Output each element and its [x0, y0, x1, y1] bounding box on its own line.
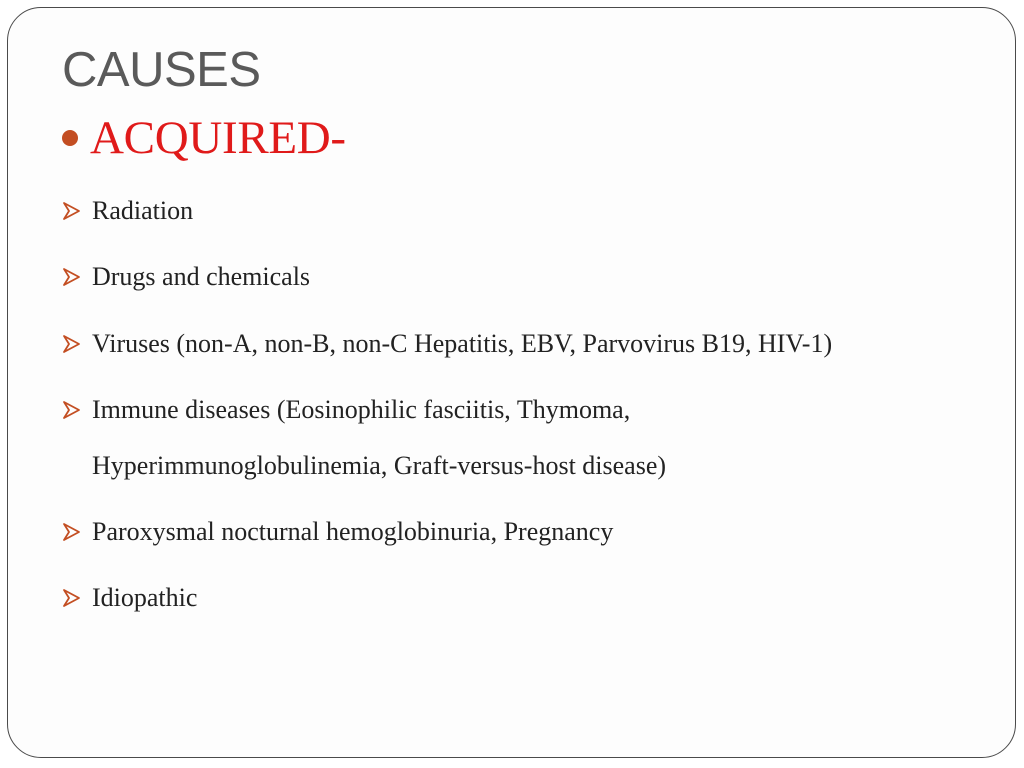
list-item-label: Drugs and chemicals [92, 262, 311, 291]
list-item-label: Idiopathic [92, 583, 198, 612]
list-item-label [92, 382, 666, 494]
arrow-bullet-icon [62, 267, 81, 287]
list-item-label-line1: Immune diseases (Eosinophilic fasciitis, Thymoma, [92, 395, 631, 424]
list-item-label: Paroxysmal nocturnal hemoglobinuria, Pregnancy [92, 517, 614, 546]
arrow-bullet-icon [62, 522, 81, 542]
arrow-bullet-icon [62, 588, 81, 608]
arrow-bullet-icon [62, 201, 81, 221]
arrow-bullet-icon [62, 400, 81, 420]
subheading [62, 110, 346, 166]
list-item-label: Viruses (non-A, non-B, non-C Hepatitis, EBV, Parvovirus B19, HIV-1) [92, 329, 833, 358]
subheading-text: ACQUIRED- [90, 112, 346, 164]
arrow-bullet-icon [62, 334, 81, 354]
list-item-label: Radiation [92, 196, 194, 225]
slide-title: CAUSES [62, 43, 261, 97]
list-item-label-line2: Hyperimmunoglobulinemia, Graft-versus-host disease) [92, 451, 667, 480]
round-bullet-icon [62, 130, 78, 146]
